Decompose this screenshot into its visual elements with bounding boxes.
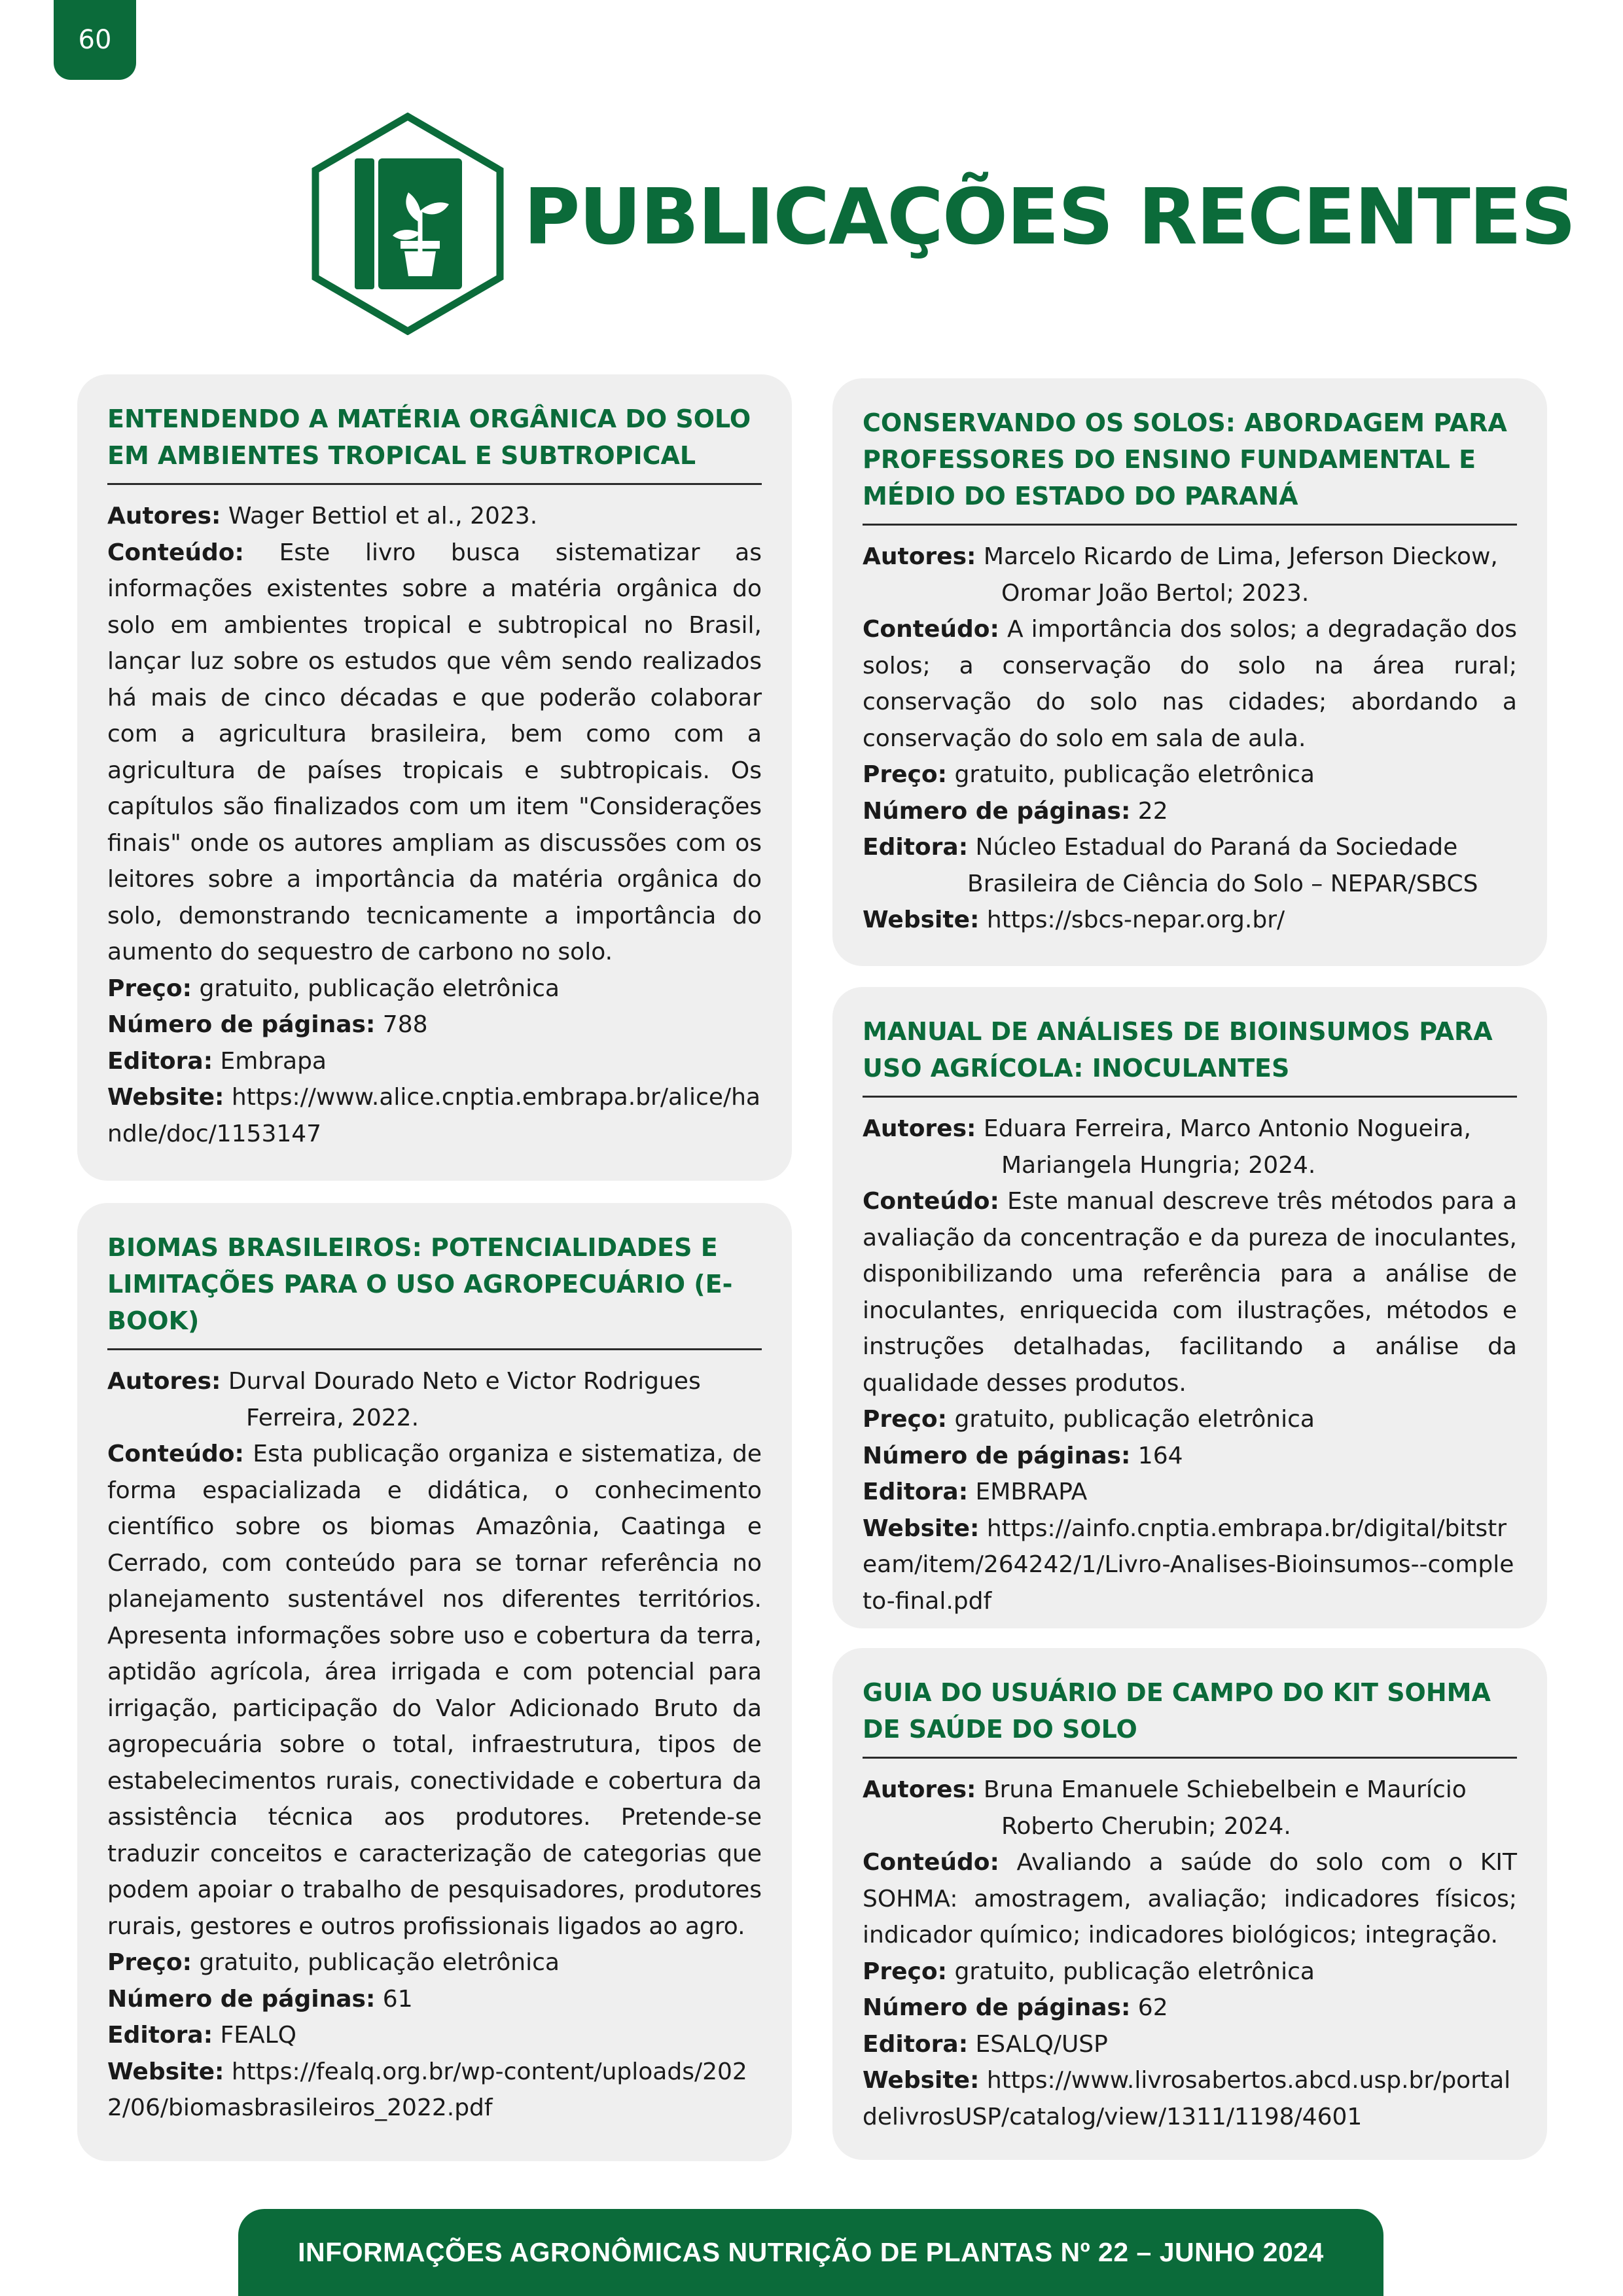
content-label: Conteúdo: — [107, 1441, 244, 1467]
publication-website-link[interactable]: https://www.alice.cnptia.embrapa.br/alice/handle/doc/1153147 — [107, 1084, 760, 1147]
publication-authors: Eduara Ferreira, Marco Antonio Nogueira, Mariangela Hungria; 2024. — [983, 1115, 1471, 1179]
publication-publisher: ESALQ/USP — [975, 2030, 1108, 2058]
price-label: Preço: — [863, 761, 948, 788]
publication-title: MANUAL DE ANÁLISES DE BIOINSUMOS PARA USO AGRÍCOLA: INOCULANTES — [863, 1013, 1517, 1098]
publication-price: gratuito, publicação eletrônica — [954, 1958, 1315, 1985]
authors-label: Autores: — [107, 1368, 221, 1395]
book-plant-icon — [312, 113, 504, 335]
price-label: Preço: — [107, 975, 192, 1002]
publication-publisher: Embrapa — [220, 1047, 327, 1075]
publication-card — [832, 987, 1547, 1628]
content-label: Conteúdo: — [863, 616, 999, 643]
publication-card — [77, 374, 792, 1181]
publication-publisher: EMBRAPA — [975, 1479, 1088, 1505]
content-label: Conteúdo: — [863, 1849, 999, 1876]
publication-authors: Marcelo Ricardo de Lima, Jeferson Dieckow, Oromar João Bertol; 2023. — [983, 543, 1498, 607]
publication-price: gratuito, publicação eletrônica — [199, 975, 560, 1002]
page-title: PUBLICAÇÕES RECENTES — [524, 171, 1575, 262]
website-label: Website: — [107, 2058, 224, 2085]
publication-card — [832, 378, 1547, 966]
publication-title: BIOMAS BRASILEIROS: POTENCIALIDADES E LIMITAÇÕES PARA O USO AGROPECUÁRIO (E-BOOK) — [107, 1229, 762, 1350]
publication-website-link[interactable]: https://www.livrosabertos.abcd.usp.br/portaldelivrosUSP/catalog/view/1311/1198/4601 — [863, 2067, 1511, 2130]
pages-label: Número de páginas: — [863, 1442, 1131, 1469]
publication-authors: Wager Bettiol et al., 2023. — [228, 503, 538, 529]
publication-authors: Durval Dourado Neto e Victor Rodrigues Ferreira, 2022. — [228, 1368, 701, 1431]
pages-label: Número de páginas: — [107, 1985, 376, 2013]
content-label: Conteúdo: — [863, 1188, 999, 1215]
pages-label: Número de páginas: — [107, 1011, 376, 1038]
authors-label: Autores: — [863, 1776, 976, 1803]
website-label: Website: — [863, 1515, 980, 1542]
publisher-label: Editora: — [107, 2022, 213, 2049]
publication-pages: 61 — [382, 1985, 413, 2013]
publication-content: Esta publicação organiza e sistematiza, de forma espacializada e didática, o conhecimento científico sobre os biomas Amazônia, Caatinga e Cerrado, com conteúdo para se tornar referência no planejamento sustentável nos diferentes territórios. Apresenta informações sobre uso e cobertura da terra, aptidão agrícola, área irrigada e com potencial para irrigação, participação do Valor Adicionado Bruto da agropecuária sobre o total, infraestrutura, tipos de estabelecimentos rurais, conectividade e cobertura da assistência técnica aos produtores. Pretende-se traduzir conceitos e caracterização de categorias que podem apoiar o trabalho de pesquisadores, produtores rurais, gestores e outros profissionais ligados ao agro. — [107, 1441, 762, 1940]
website-label: Website: — [863, 2067, 980, 2094]
price-label: Preço: — [107, 1949, 192, 1976]
publication-pages: 22 — [1137, 797, 1168, 825]
pages-label: Número de páginas: — [863, 797, 1131, 825]
publication-authors: Bruna Emanuele Schiebelbein e Maurício Roberto Cherubin; 2024. — [983, 1776, 1467, 1840]
publication-website-link[interactable]: https://sbcs-nepar.org.br/ — [986, 906, 1285, 933]
publication-publisher: FEALQ — [220, 2022, 297, 2049]
authors-label: Autores: — [863, 543, 976, 570]
publication-content: Este manual descreve três métodos para a avaliação da concentração e da pureza de inoculantes, disponibilizando uma referência para a análise de inoculantes, enriquecida com ilustrações, métodos e instruções detalhadas, facilitando a análise da qualidade desses produtos. — [863, 1188, 1518, 1397]
publication-website-link[interactable]: https://fealq.org.br/wp-content/uploads/2022/06/biomasbrasileiros_2022.pdf — [107, 2058, 747, 2121]
website-label: Website: — [107, 1084, 224, 1111]
pages-label: Número de páginas: — [863, 1994, 1131, 2021]
publication-publisher: Núcleo Estadual do Paraná da Sociedade Brasileira de Ciência do Solo – NEPAR/SBCS — [967, 834, 1478, 897]
publication-content: A importância dos solos; a degradação dos solos; a conservação do solo na área rural; conservação do solo nas cidades; abordando a conservação do solo em sala de aula. — [863, 616, 1517, 752]
content-label: Conteúdo: — [107, 539, 244, 566]
price-label: Preço: — [863, 1958, 948, 1985]
website-label: Website: — [863, 906, 980, 933]
price-label: Preço: — [863, 1406, 948, 1433]
publication-title: CONSERVANDO OS SOLOS: ABORDAGEM PARA PROFESSORES DO ENSINO FUNDAMENTAL E MÉDIO DO ESTADO DO PARANÁ — [863, 404, 1517, 526]
publication-pages: 164 — [1137, 1442, 1183, 1469]
publication-pages: 788 — [382, 1011, 428, 1038]
publication-content: Avaliando a saúde do solo com o KIT SOHMA: amostragem, avaliação; indicadores físicos; indicador químico; indicadores biológicos; integração. — [863, 1849, 1518, 1948]
publication-content: Este livro busca sistematizar as informações existentes sobre a matéria orgânica do solo em ambientes tropical e subtropical no Brasil, lançar luz sobre os estudos que vêm sendo realizados há mais de cinco décadas e que poderão colaborar com a agricultura brasileira, bem como com a agricultura de países tropicais e subtropicais. Os capítulos são finalizados com um item "Considerações finais" onde os autores ampliam as discussões com os leitores sobre a importância da matéria orgânica do solo, demonstrando tecnicamente a importância do aumento do sequestro de carbono no solo. — [107, 539, 762, 965]
footer-banner: INFORMAÇÕES AGRONÔMICAS NUTRIÇÃO DE PLANTAS Nº 22 – JUNHO 2024 — [238, 2209, 1383, 2296]
page-number: 60 — [54, 0, 136, 80]
publication-price: gratuito, publicação eletrônica — [954, 1406, 1315, 1433]
publication-price: gratuito, publicação eletrônica — [954, 761, 1315, 788]
publication-title: GUIA DO USUÁRIO DE CAMPO DO KIT SOHMA DE SAÚDE DO SOLO — [863, 1674, 1517, 1759]
publication-card — [77, 1203, 792, 2161]
authors-label: Autores: — [107, 503, 221, 529]
publication-title: ENTENDENDO A MATÉRIA ORGÂNICA DO SOLO EM AMBIENTES TROPICAL E SUBTROPICAL — [107, 401, 762, 485]
publisher-label: Editora: — [863, 1479, 969, 1505]
publication-price: gratuito, publicação eletrônica — [199, 1949, 560, 1976]
authors-label: Autores: — [863, 1115, 976, 1142]
publication-card — [832, 1648, 1547, 2160]
publisher-label: Editora: — [107, 1047, 213, 1075]
publication-pages: 62 — [1137, 1994, 1168, 2021]
publisher-label: Editora: — [863, 834, 969, 861]
publisher-label: Editora: — [863, 2030, 969, 2058]
publication-website-link[interactable]: https://ainfo.cnptia.embrapa.br/digital/bitstream/item/264242/1/Livro-Analises-Bioinsumos--completo-final.pdf — [863, 1515, 1514, 1615]
